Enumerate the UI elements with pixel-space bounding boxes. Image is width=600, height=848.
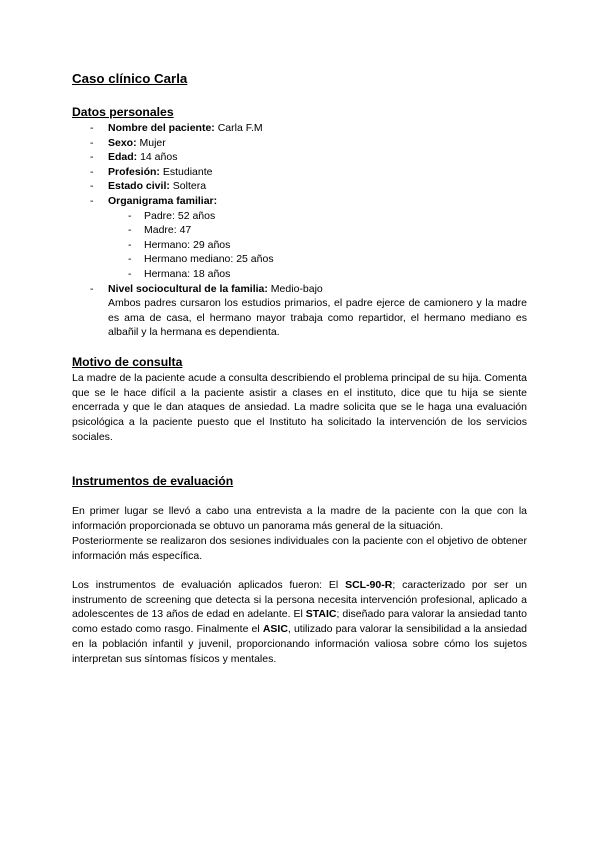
item-value: Soltera (169, 180, 207, 193)
motivo-paragraph: La madre de la paciente acude a consulta describiendo el problema principal de su hija. Comenta que se le hace difícil a la paciente asistir a clases en el instituto, dice que tu hija se siente encerrada y que le dan ataques de ansiedad. La madre solicita que se le haga una evaluación psicológica a la paciente puesto que el Instituto ha solicitado la intervención de los servicios sociales. (72, 372, 527, 443)
section-heading-personal: Datos personales (72, 105, 174, 119)
item-value: 14 años (137, 151, 178, 164)
family-member: Hermano: 29 años (144, 238, 231, 251)
personal-data-list (72, 121, 532, 296)
document-title: Caso clínico Carla (72, 71, 188, 86)
list-item (72, 150, 532, 165)
family-member: Hermana: 18 años (144, 267, 231, 280)
item-label: Profesión: (108, 165, 160, 178)
list-dash: - (90, 180, 94, 193)
list-dash: - (128, 267, 132, 280)
instrument-name-scl: SCL-90-R (345, 579, 393, 591)
item-value: Medio-bajo (267, 282, 323, 295)
family-member: Hermano mediano: 25 años (144, 253, 274, 266)
list-dash: - (90, 165, 94, 178)
family-member-item (72, 267, 532, 282)
list-item (72, 136, 532, 151)
list-item (72, 282, 532, 297)
family-member-item (72, 223, 532, 238)
list-dash: - (90, 151, 94, 164)
text-run: ; diseñado para valorar la ansiedad tanto como estado como rasgo. Finalmente el (72, 608, 527, 636)
instrument-name-staic: STAIC (305, 608, 337, 621)
family-member-item (72, 209, 532, 224)
item-label: Sexo: (108, 136, 137, 149)
family-member-item (72, 238, 532, 253)
family-member: Padre: 52 años (144, 209, 216, 222)
item-value: Mujer (136, 136, 166, 149)
item-label: Nombre del paciente: (108, 122, 215, 134)
item-label: Edad: (108, 151, 138, 164)
instrument-name-asic: ASIC (262, 623, 288, 636)
list-dash: - (128, 238, 132, 251)
instrumentos-paragraph-3 (72, 578, 527, 666)
item-label: Nivel sociocultural de la familia: (108, 282, 268, 295)
instrumentos-paragraph-2: Posteriormente se realizaron dos sesiones individuales con la paciente con el objetivo de obtener información más específica. (72, 535, 527, 562)
item-label: Organigrama familiar: (108, 194, 218, 207)
text-run: , utilizado para valorar la sensibilidad a la ansiedad en la población infantil y juvenil, proporcionando información valiosa sobre cómo los sujetos interpretan sus síntomas físicos y mentales. (72, 623, 528, 665)
section-heading-instrumentos: Instrumentos de evaluación (72, 474, 234, 488)
list-dash: - (128, 209, 132, 222)
list-dash: - (128, 224, 132, 237)
list-dash: - (90, 122, 94, 134)
socio-description: Ambos padres cursaron los estudios primarios, el padre ejerce de camionero y la madre es ama de casa, el hermano mayor trabaja como repartidor, el hermano mediano es albañil y la hermana es dependienta. (108, 297, 527, 339)
item-value: Estudiante (159, 165, 213, 178)
item-label: Estado civil: (108, 180, 170, 193)
family-member-item (72, 252, 532, 267)
list-item (72, 165, 532, 180)
item-value: Carla F.M (214, 122, 263, 134)
list-dash: - (128, 253, 132, 266)
list-dash: - (90, 194, 94, 207)
family-member: Madre: 47 (144, 224, 192, 237)
section-heading-motivo: Motivo de consulta (72, 355, 183, 369)
text-run: Los instrumentos de evaluación aplicados fueron: El (72, 579, 346, 591)
list-item (72, 194, 532, 209)
list-dash: - (90, 136, 94, 149)
list-item (72, 179, 532, 194)
instrumentos-paragraph-1: En primer lugar se llevó a cabo una entrevista a la madre de la paciente con la que con la información proporcionada se obtuvo un panorama más general de la situación. (72, 505, 527, 532)
list-item (72, 121, 532, 136)
text-run: ; caracterizado por ser un instrumento de screening que detecta si la persona necesita intervención profesional, aplicado a adolescentes de 13 años de edad en adelante. El (72, 579, 527, 621)
list-dash: - (90, 282, 94, 295)
